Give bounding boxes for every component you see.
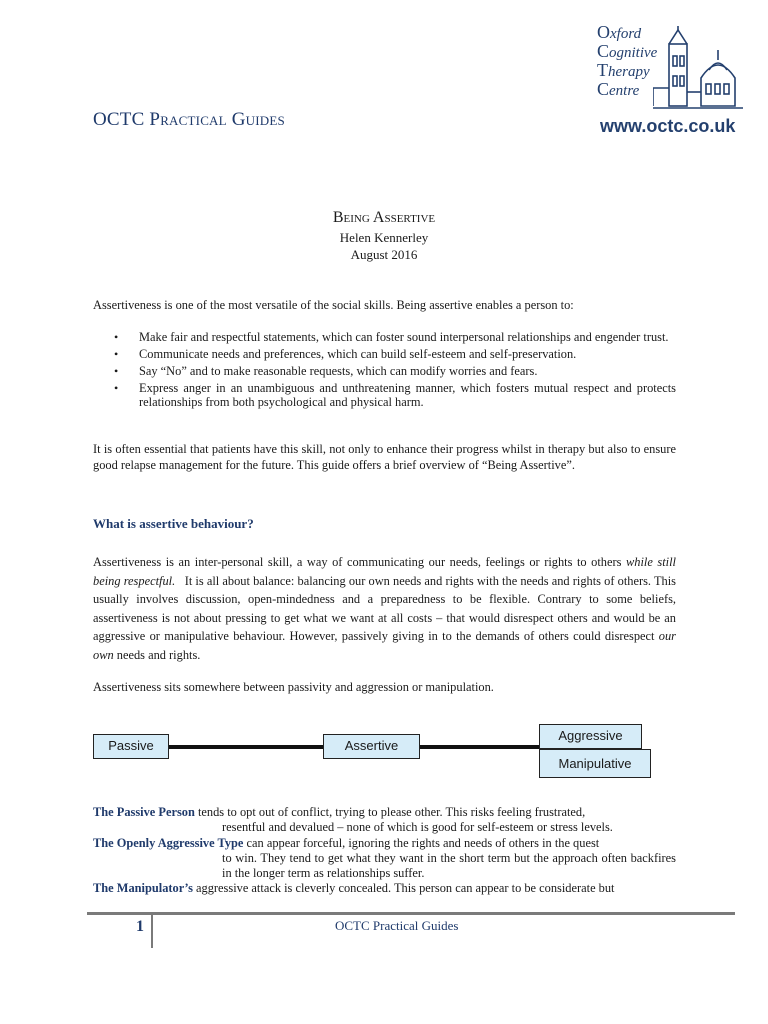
page-number: 1 [136, 918, 144, 935]
section-heading: What is assertive behaviour? [93, 516, 254, 531]
benefits-list [93, 330, 676, 412]
footer-vertical-divider [151, 915, 153, 948]
aggressive-box: Aggressive [539, 724, 642, 749]
list-item: • Communicate needs and preferences, which can build self-esteem and self-preservation. [114, 347, 577, 361]
section-paragraph: Assertiveness is an inter-personal skill, a way of communicating our needs, feelings or rights to others while still being respectful. It is all about balance: balancing our own needs and rights with the needs and rights of others. This usually involves discussion, open-mindedness and a preparedness to be flexible. Contrary to some beliefs, assertiveness is not about pressing to get what we want at all costs – that would disrespect others and would be an aggressive or manipulative behaviour. However, passively giving in to the demands of others could disrespect our own needs and rights. [93, 555, 680, 662]
document-author: Helen Kennerley [339, 230, 429, 245]
spectrum-intro: Assertiveness sits somewhere between passivity and aggression or manipulation. [93, 680, 494, 694]
logo-line-1: Oxford [597, 22, 642, 42]
definition-passive: The Passive Person tends to opt out of conflict, trying to please other. This risks feeling frustrated, resentful and devalued – none of which is good for self-esteem or stress levels. [93, 805, 613, 834]
octc-logo [597, 22, 747, 142]
spectrum-line-left [167, 745, 324, 749]
logo-line-3: Therapy [597, 60, 650, 80]
list-item: • Express anger in an unambiguous and unthreatening manner, which fosters mutual respect and protects relationships from both psychological and physical harm. [114, 381, 676, 409]
definition-manipulator: The Manipulator’s aggressive attack is cleverly concealed. This person can appear to be considerate but [93, 881, 615, 895]
document-date: August 2016 [350, 247, 418, 262]
footer-divider [87, 912, 735, 915]
series-title: OCTC Practical Guides [93, 109, 285, 130]
manipulative-box: Manipulative [539, 749, 651, 778]
passive-box: Passive [93, 734, 169, 759]
assertive-box: Assertive [323, 734, 420, 759]
spectrum-line-right [418, 745, 540, 749]
definition-aggressive: The Openly Aggressive Type can appear forceful, ignoring the rights and needs of others in the quest to win. They tend to get what they want in the short term but the approach often backfires in the longer term as relationships suffer. [93, 836, 676, 880]
list-item: • Say “No” and to make reasonable requests, which can modify worries and fears. [114, 364, 538, 378]
oxford-buildings-icon [653, 26, 743, 114]
logo-line-2: Cognitive [597, 41, 658, 61]
logo-line-4: Centre [597, 79, 640, 99]
intro-paragraph: Assertiveness is one of the most versatile of the social skills. Being assertive enables a person to: [93, 298, 574, 312]
footer-text: OCTC Practical Guides [335, 918, 459, 933]
closing-paragraph: It is often essential that patients have this skill, not only to enhance their progress whilst in therapy but also to ensure good relapse management for the future. This guide offers a brief overview of “Being Assertive”. [93, 442, 676, 472]
logo-url: www.octc.co.uk [600, 116, 736, 136]
document-title: Being Assertive [332, 209, 436, 226]
list-item: • Make fair and respectful statements, which can foster sound interpersonal relationships and engender trust. [114, 330, 669, 344]
